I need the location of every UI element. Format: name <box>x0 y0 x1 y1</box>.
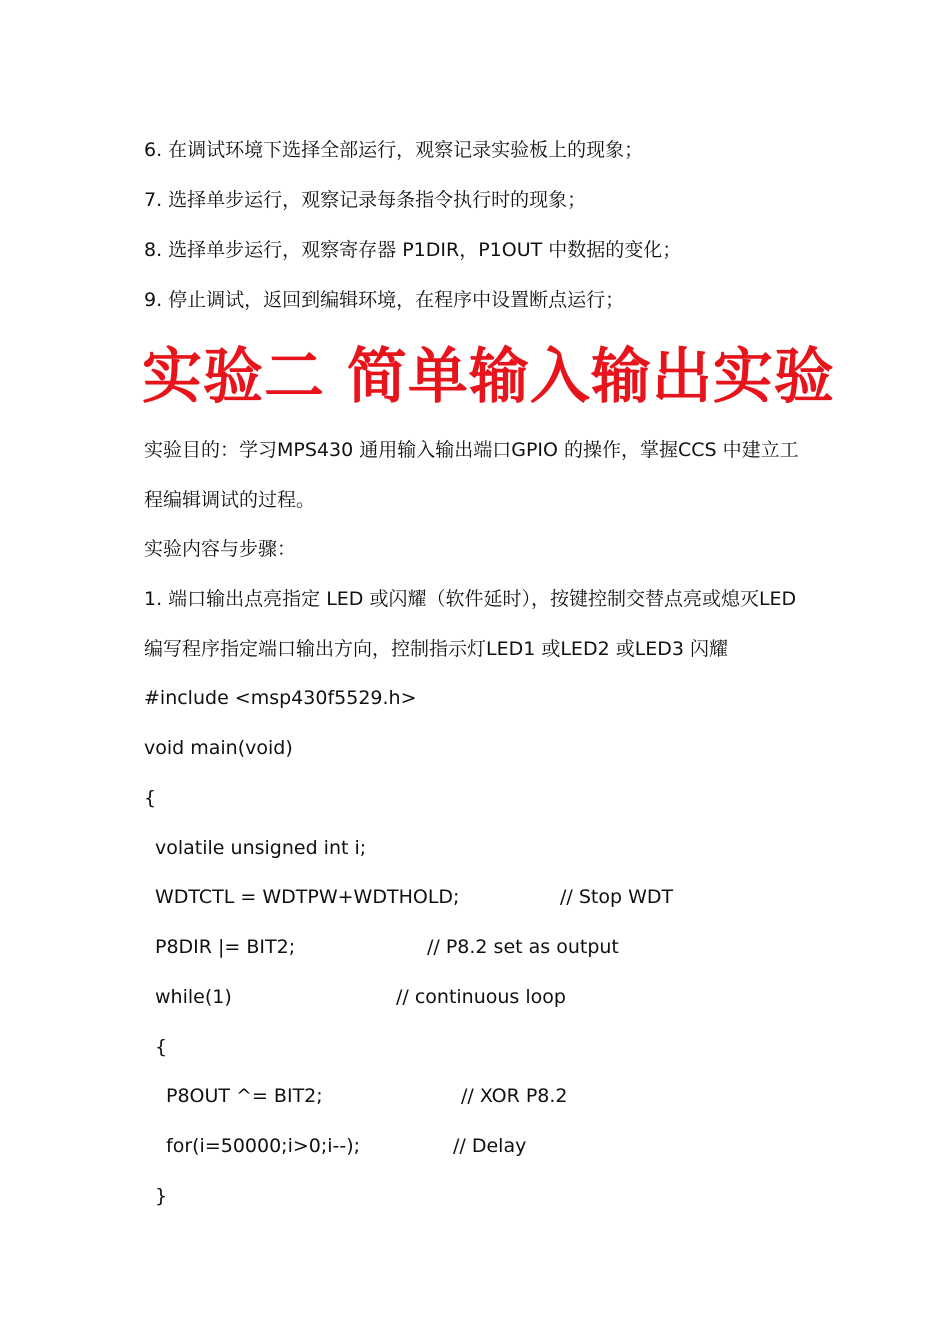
code-inner-open-brace: { <box>155 1036 168 1058</box>
step-7: 7. 选择单步运行，观察记录每条指令执行时的现象； <box>144 189 587 211</box>
code-for-comment: // Delay <box>453 1135 527 1157</box>
code-xor-comment: // XOR P8.2 <box>461 1085 568 1107</box>
code-dir-statement: P8DIR |= BIT2; <box>155 936 296 958</box>
step-6: 6. 在调试环境下选择全部运行，观察记录实验板上的现象； <box>144 139 644 161</box>
code-while-comment: // continuous loop <box>396 986 566 1008</box>
code-while-statement: while(1) <box>155 986 232 1008</box>
code-wdt-comment: // Stop WDT <box>560 886 674 908</box>
code-open-brace: { <box>144 787 157 809</box>
code-declaration: volatile unsigned int i; <box>155 837 367 859</box>
code-main-signature: void main(void) <box>144 737 293 759</box>
step-9: 9. 停止调试，返回到编辑环境，在程序中设置断点运行； <box>144 289 625 311</box>
code-include: #include <msp430f5529.h> <box>144 687 417 709</box>
code-dir-comment: // P8.2 set as output <box>427 936 619 958</box>
purpose-line-1: 实验目的：学习MPS430 通用输入输出端口GPIO 的操作，掌握CCS 中建立工 <box>144 439 799 461</box>
purpose-line-2: 程编辑调试的过程。 <box>144 489 316 511</box>
code-wdt-statement: WDTCTL = WDTPW+WDTHOLD; <box>155 886 460 908</box>
code-inner-close-brace: } <box>155 1185 168 1207</box>
item-1-line-2: 编写程序指定端口输出方向，控制指示灯LED1 或LED2 或LED3 闪耀 <box>144 638 729 660</box>
step-8: 8. 选择单步运行，观察寄存器 P1DIR，P1OUT 中数据的变化； <box>144 239 682 261</box>
code-for-statement: for(i=50000;i>0;i--); <box>166 1135 361 1157</box>
code-xor-statement: P8OUT ^= BIT2; <box>166 1085 323 1107</box>
content-heading: 实验内容与步骤： <box>144 538 297 560</box>
item-1-line-1: 1. 端口输出点亮指定 LED 或闪耀（软件延时），按键控制交替点亮或熄灭LED <box>144 588 797 610</box>
experiment-title: 实验二 简单输入输出实验 <box>142 342 835 412</box>
